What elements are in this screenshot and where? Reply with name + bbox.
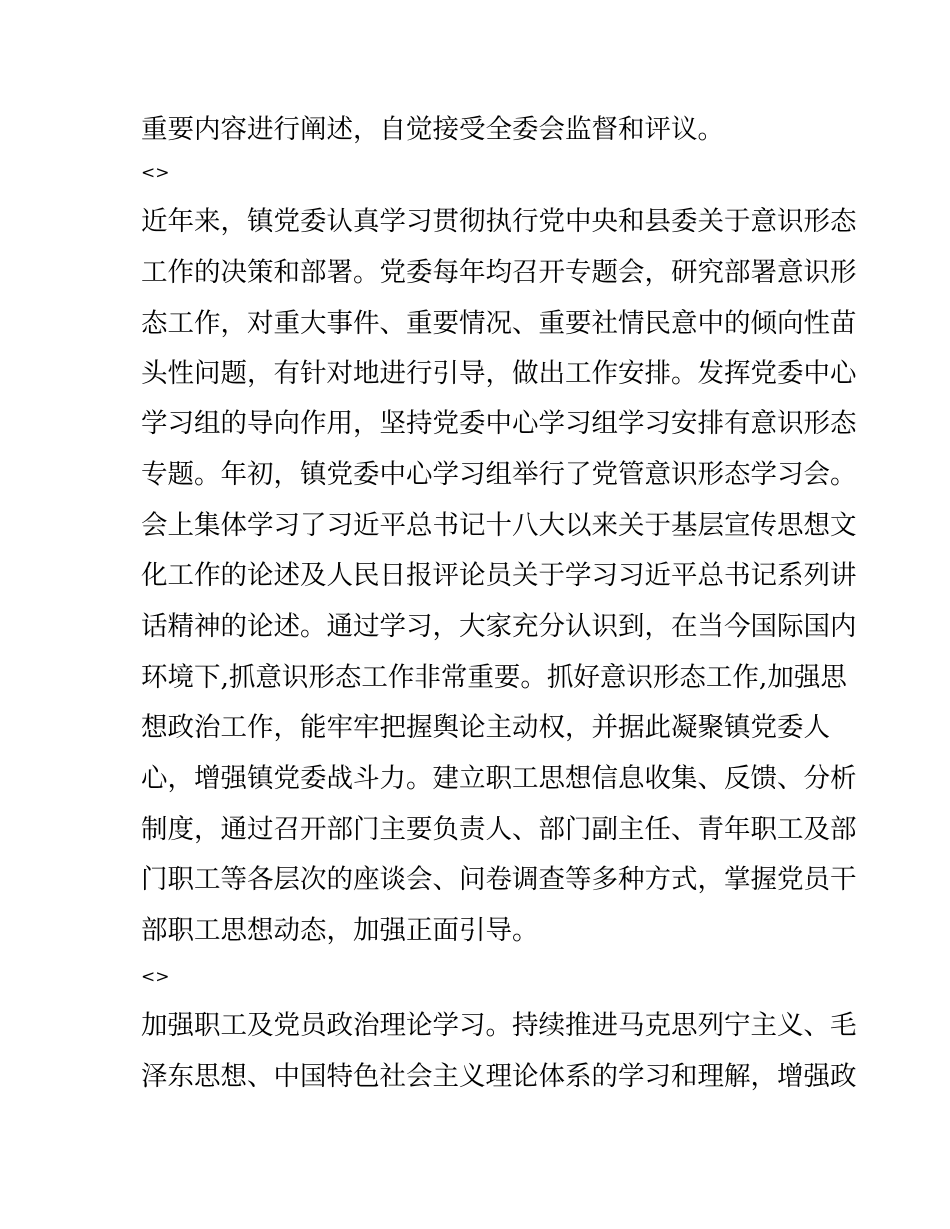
text-line: 专题。年初，镇党委中心学习组举行了党管意识形态学习会。 (141, 459, 857, 490)
text-line: 态工作，对重大事件、重要情况、重要社情民意中的倾向性苗 (141, 308, 857, 339)
text-line: 部职工思想动态，加强正面引导。 (141, 915, 539, 946)
text-line: 近年来，镇党委认真学习贯彻执行党中央和县委关于意识形态 (141, 206, 857, 237)
text-line: 头性问题，有针对地进行引导，做出工作安排。发挥党委中心 (141, 358, 857, 389)
text-line: 工作的决策和部署。党委每年均召开专题会，研究部署意识形 (141, 257, 857, 288)
text-line: 泽东思想、中国特色社会主义理论体系的学习和理解，增强政 (141, 1061, 857, 1092)
text-line: 话精神的论述。通过学习，大家充分认识到，在当今国际国内 (141, 611, 857, 642)
paragraph-marker: <> (141, 967, 170, 987)
text-line: 学习组的导向作用，坚持党委中心学习组学习安排有意识形态 (141, 408, 857, 439)
text-line: 门职工等各层次的座谈会、问卷调查等多种方式，掌握党员干 (141, 864, 857, 895)
text-line: 会上集体学习了习近平总书记十八大以来关于基层宣传思想文 (141, 510, 857, 541)
text-line: 心，增强镇党委战斗力。建立职工思想信息收集、反馈、分析 (141, 763, 857, 794)
paragraph-marker: <> (141, 163, 170, 183)
text-line: 环境下,抓意识形态工作非常重要。抓好意识形态工作,加强思 (141, 662, 847, 693)
text-line: 重要内容进行阐述，自觉接受全委会监督和评议。 (141, 114, 724, 145)
text-line: 想政治工作，能牢牢把握舆论主动权，并据此凝聚镇党委人 (141, 712, 830, 743)
text-line: 制度，通过召开部门主要负责人、部门副主任、青年职工及部 (141, 814, 857, 845)
text-line: 加强职工及党员政治理论学习。持续推进马克思列宁主义、毛 (141, 1010, 857, 1041)
text-line: 化工作的论述及人民日报评论员关于学习习近平总书记系列讲 (141, 560, 857, 591)
